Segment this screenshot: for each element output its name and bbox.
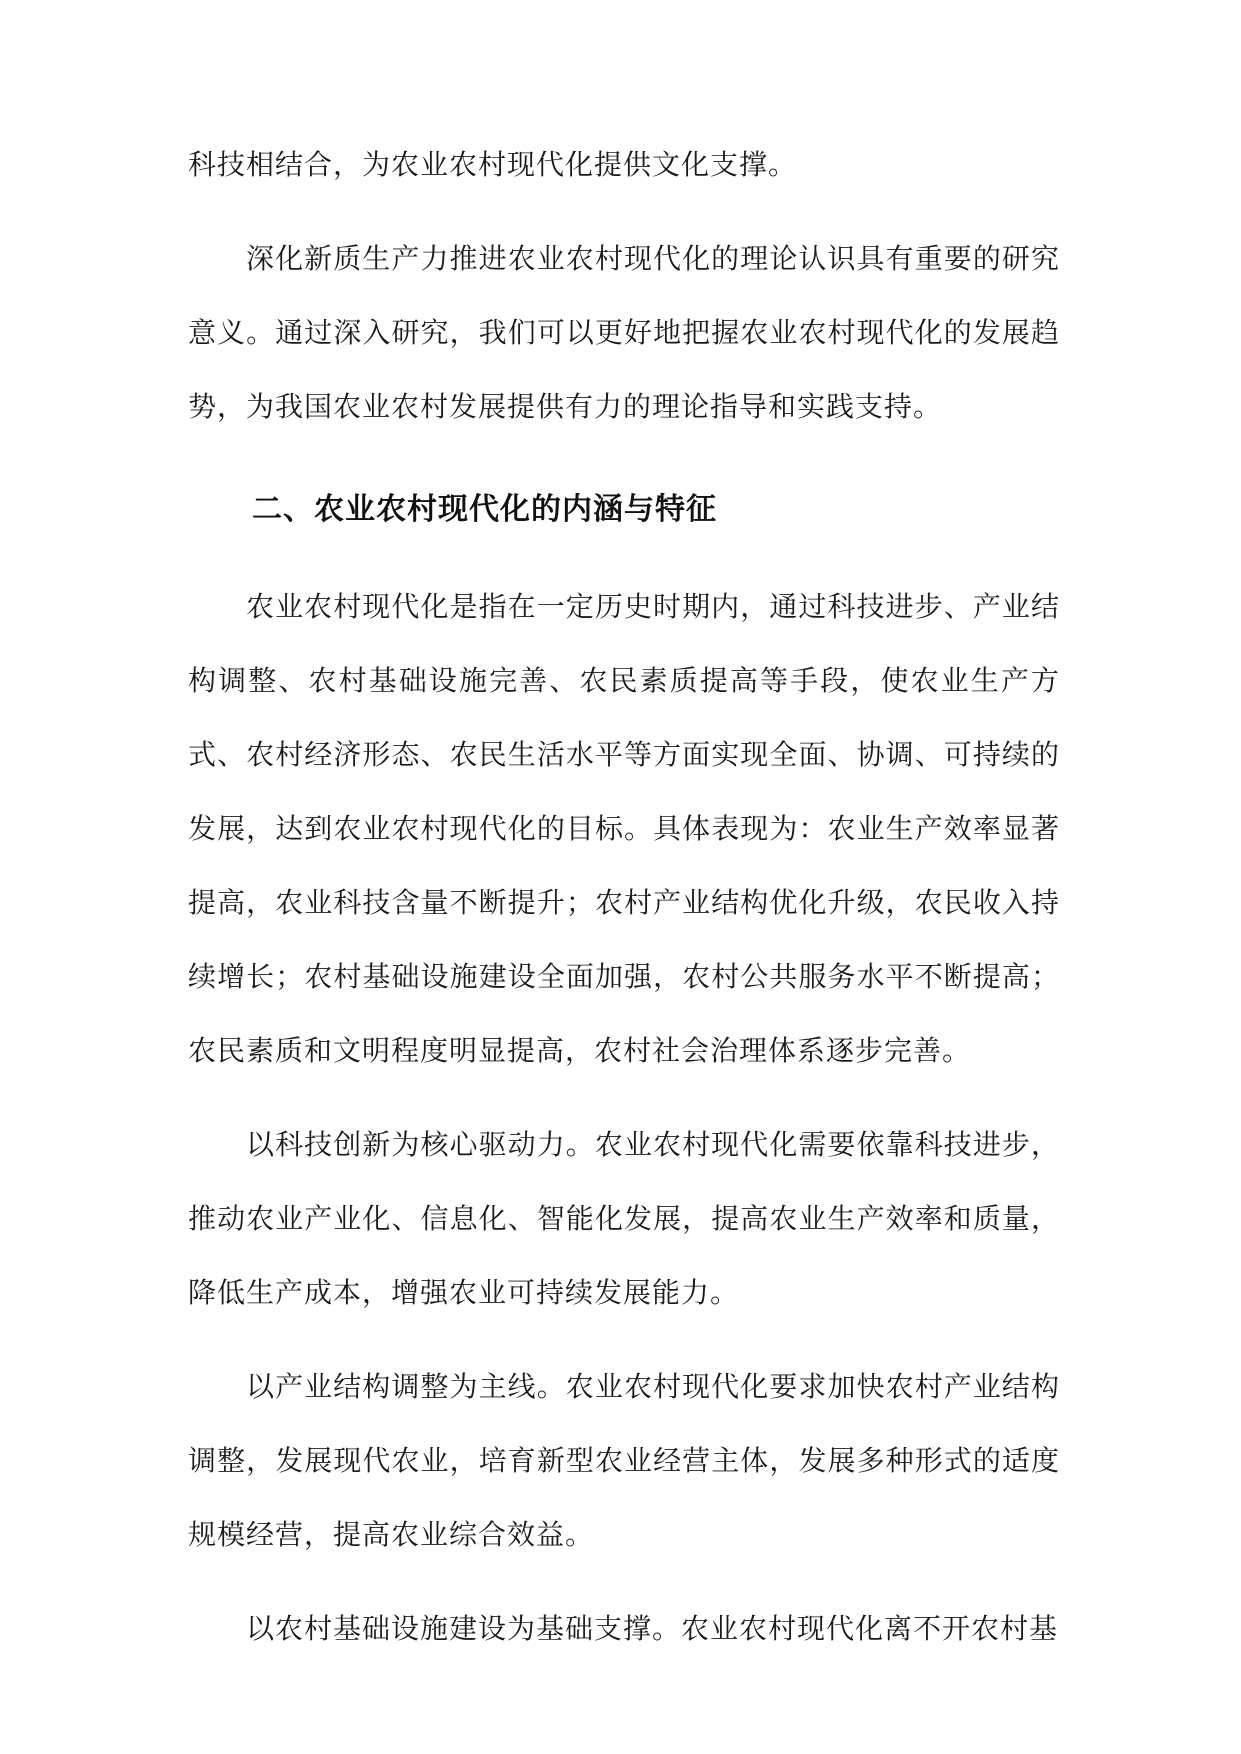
section-heading: 二、农业农村现代化的内涵与特征 (252, 492, 717, 527)
paragraph-infrastructure: 以农村基础设施建设为基础支撑。农业农村现代化离不开农村基 (246, 1612, 1059, 1645)
paragraph-industry-structure: 以产业结构调整为主线。农业农村现代化要求加快农村产业结构调整，发展现代农业，培育新型农业经营主体，发展多种形式的适度规模经营，提高农业综合效益。 (188, 1370, 1060, 1551)
paragraph-continuation: 科技相结合，为农业农村现代化提供文化支撑。 (188, 148, 798, 181)
paragraph-definition: 农业农村现代化是指在一定历史时期内，通过科技进步、产业结构调整、农村基础设施完善、农民素质提高等手段，使农业生产方式、农村经济形态、农民生活水平等方面实现全面、协调、可持续的发展，达到农业农村现代化的目标。具体表现为：农业生产效率显著提高，农业科技含量不断提升；农村产业结构优化升级，农民收入持续增长；农村基础设施建设全面加强，农村公共服务水平不断提高；农民素质和文明程度明显提高，农村社会治理体系逐步完善。 (188, 590, 1060, 1067)
paragraph-tech-innovation: 以科技创新为核心驱动力。农业农村现代化需要依靠科技进步，推动农业产业化、信息化、智能化发展，提高农业生产效率和质量，降低生产成本，增强农业可持续发展能力。 (188, 1128, 1060, 1309)
paragraph-research-significance: 深化新质生产力推进农业农村现代化的理论认识具有重要的研究意义。通过深入研究，我们可以更好地把握农业农村现代化的发展趋势，为我国农业农村发展提供有力的理论指导和实践支持。 (188, 242, 1060, 423)
document-body (188, 128, 1060, 1686)
